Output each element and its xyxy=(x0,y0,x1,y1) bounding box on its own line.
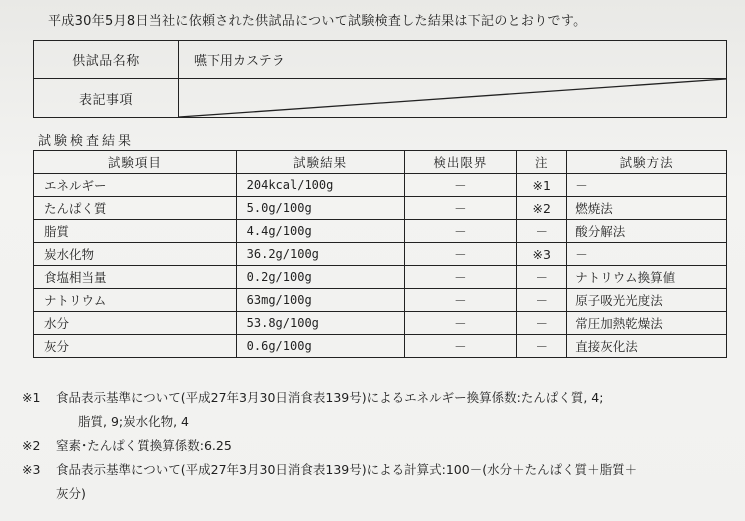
footnote-1 xyxy=(22,386,737,434)
footnote-text-line1: 窒素･たんぱく質換算係数:6.25 xyxy=(56,438,232,453)
sample-info-box xyxy=(33,40,727,118)
table-row xyxy=(34,266,727,289)
table-row xyxy=(34,174,727,197)
cell-result: 0.2g/100g xyxy=(236,266,404,289)
sample-name-label: 供試品名称 xyxy=(34,41,179,78)
cell-result: 36.2g/100g xyxy=(236,243,404,266)
cell-result: 63mg/100g xyxy=(236,289,404,312)
cell-limit: － xyxy=(404,312,517,335)
footnote-text-line2: 脂質, 9;炭水化物, 4 xyxy=(78,414,190,429)
cell-note: ※2 xyxy=(517,197,567,220)
results-section-title: 試験検査結果 xyxy=(38,134,135,149)
cell-item: たんぱく質 xyxy=(34,197,237,220)
cell-note: ※3 xyxy=(517,243,567,266)
cell-note: － xyxy=(517,312,567,335)
table-row xyxy=(34,243,727,266)
col-header-note: 注 xyxy=(517,151,567,174)
footnote-text-line1: 食品表示基準について(平成27年3月30日消食表139号)によるエネルギー換算係数:たんぱく質, 4; xyxy=(56,390,604,405)
cell-note: － xyxy=(517,266,567,289)
table-row xyxy=(34,312,727,335)
footnotes xyxy=(22,386,737,506)
table-row xyxy=(34,197,727,220)
table-row xyxy=(34,335,727,358)
cell-item: 水分 xyxy=(34,312,237,335)
cell-limit: － xyxy=(404,243,517,266)
col-header-method: 試験方法 xyxy=(567,151,727,174)
cell-result: 204kcal/100g xyxy=(236,174,404,197)
cell-note: ※1 xyxy=(517,174,567,197)
label-items-row xyxy=(34,79,726,117)
cell-item: ナトリウム xyxy=(34,289,237,312)
cell-method: 酸分解法 xyxy=(567,220,727,243)
footnote-mark: ※3 xyxy=(22,462,41,477)
sample-name-row xyxy=(34,41,726,79)
cell-method: － xyxy=(567,243,727,266)
table-header-row xyxy=(34,151,727,174)
cell-limit: － xyxy=(404,335,517,358)
cell-method: 直接灰化法 xyxy=(567,335,727,358)
footnote-2 xyxy=(22,434,737,458)
cell-note: － xyxy=(517,335,567,358)
results-table xyxy=(33,150,727,358)
cell-method: ナトリウム換算値 xyxy=(567,266,727,289)
footnote-text-line2: 灰分) xyxy=(56,486,86,501)
cell-method: 燃焼法 xyxy=(567,197,727,220)
cell-item: 食塩相当量 xyxy=(34,266,237,289)
cell-result: 5.0g/100g xyxy=(236,197,404,220)
col-header-item: 試験項目 xyxy=(34,151,237,174)
table-row xyxy=(34,289,727,312)
table-row xyxy=(34,220,727,243)
blank-diagonal-line xyxy=(179,79,726,117)
cell-item: 灰分 xyxy=(34,335,237,358)
footnote-mark: ※1 xyxy=(22,390,41,405)
footnote-3 xyxy=(22,458,737,506)
col-header-limit: 検出限界 xyxy=(404,151,517,174)
cell-result: 4.4g/100g xyxy=(236,220,404,243)
footnote-mark: ※2 xyxy=(22,438,41,453)
label-items-label: 表記事項 xyxy=(34,79,179,117)
footnote-text-line1: 食品表示基準について(平成27年3月30日消食表139号)による計算式:100－(水分＋たんぱく質＋脂質＋ xyxy=(56,462,638,477)
cell-limit: － xyxy=(404,197,517,220)
cell-method: － xyxy=(567,174,727,197)
cell-method: 常圧加熱乾燥法 xyxy=(567,312,727,335)
cell-item: エネルギー xyxy=(34,174,237,197)
cell-result: 0.6g/100g xyxy=(236,335,404,358)
cell-item: 脂質 xyxy=(34,220,237,243)
cell-limit: － xyxy=(404,174,517,197)
cell-note: － xyxy=(517,220,567,243)
cell-limit: － xyxy=(404,266,517,289)
cell-method: 原子吸光光度法 xyxy=(567,289,727,312)
sample-name-value: 嚥下用カステラ xyxy=(194,54,285,69)
col-header-result: 試験結果 xyxy=(236,151,404,174)
cell-limit: － xyxy=(404,289,517,312)
cell-limit: － xyxy=(404,220,517,243)
cell-note: － xyxy=(517,289,567,312)
cell-result: 53.8g/100g xyxy=(236,312,404,335)
cell-item: 炭水化物 xyxy=(34,243,237,266)
intro-text: 平成30年5月8日当社に依頼された供試品について試験検査した結果は下記のとおりです。 xyxy=(48,14,587,29)
